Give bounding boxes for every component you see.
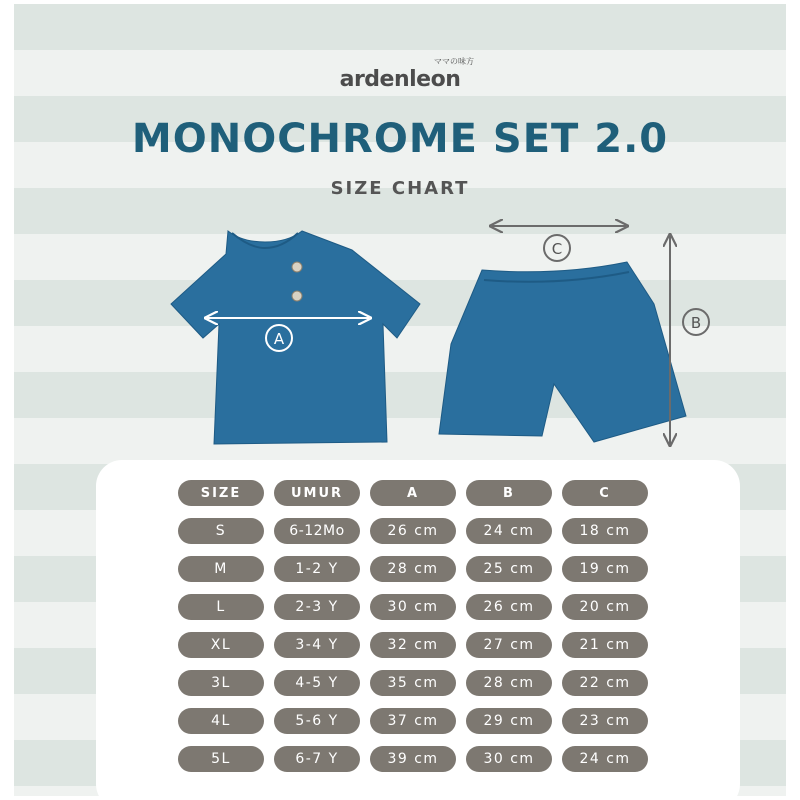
brand-logo: ardenleon [339,67,461,92]
tshirt-shape [171,231,420,444]
table-cell-umur: 3-4 Y [274,632,360,658]
table-cell-umur: 1-2 Y [274,556,360,582]
brand-tagline: ママの味方 [434,57,474,66]
table-cell-a: 39 cm [370,746,456,772]
table-cell-c: 24 cm [562,746,648,772]
measure-c-label: C [551,240,563,258]
size-table [178,480,648,772]
table-cell-size: 3L [178,670,264,696]
table-cell-umur: 6-12Mo [274,518,360,544]
table-cell-size: 5L [178,746,264,772]
header-b: B [466,480,552,506]
measure-a-label: A [273,330,285,348]
shorts-shape [439,262,686,442]
table-cell-c: 20 cm [562,594,648,620]
table-cell-a: 26 cm [370,518,456,544]
table-cell-a: 32 cm [370,632,456,658]
table-cell-b: 29 cm [466,708,552,734]
table-cell-c: 18 cm [562,518,648,544]
table-cell-a: 35 cm [370,670,456,696]
table-cell-b: 25 cm [466,556,552,582]
table-cell-umur: 4-5 Y [274,670,360,696]
table-cell-size: L [178,594,264,620]
header-c: C [562,480,648,506]
table-cell-size: S [178,518,264,544]
header-umur: UMUR [274,480,360,506]
table-cell-b: 26 cm [466,594,552,620]
chart-subtitle: SIZE CHART [330,178,470,199]
button-icon [292,262,302,272]
garment-illustration [14,4,786,464]
table-cell-c: 23 cm [562,708,648,734]
table-cell-b: 28 cm [466,670,552,696]
table-cell-c: 19 cm [562,556,648,582]
table-cell-size: M [178,556,264,582]
header-size: SIZE [178,480,264,506]
table-cell-size: XL [178,632,264,658]
table-cell-b: 24 cm [466,518,552,544]
table-cell-umur: 6-7 Y [274,746,360,772]
product-title: MONOCHROME SET 2.0 [131,116,669,162]
button-icon [292,291,302,301]
table-cell-b: 30 cm [466,746,552,772]
table-cell-c: 22 cm [562,670,648,696]
table-cell-a: 30 cm [370,594,456,620]
measure-b-label: B [690,314,702,332]
table-cell-umur: 5-6 Y [274,708,360,734]
table-cell-b: 27 cm [466,632,552,658]
header-a: A [370,480,456,506]
table-cell-c: 21 cm [562,632,648,658]
table-cell-a: 37 cm [370,708,456,734]
table-cell-a: 28 cm [370,556,456,582]
table-cell-umur: 2-3 Y [274,594,360,620]
table-cell-size: 4L [178,708,264,734]
